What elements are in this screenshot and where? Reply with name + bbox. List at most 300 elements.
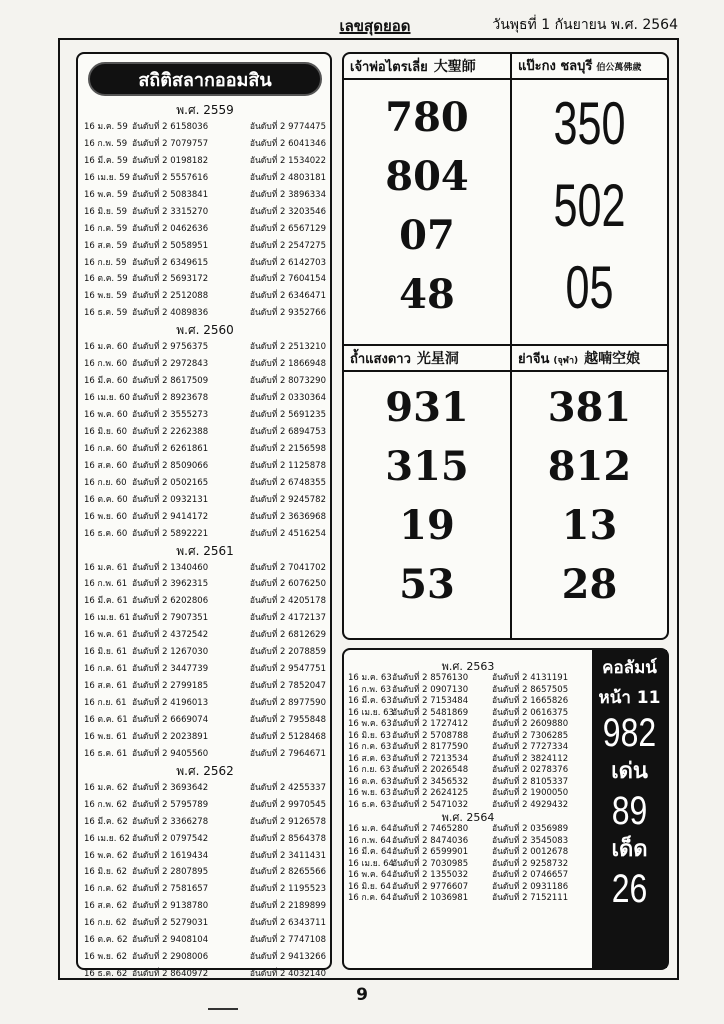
tip-cell-1 — [344, 54, 510, 344]
prize-label: อันดับที่ 2 — [249, 901, 286, 912]
prize-number: 5083841 — [170, 189, 209, 200]
stat-row — [84, 170, 326, 187]
draw-date: 16 ก.ค. 61 — [84, 664, 128, 675]
prize-1 — [392, 754, 492, 766]
prize-number: 6812629 — [288, 630, 326, 641]
prize-number: 6041346 — [288, 138, 326, 149]
prize-number: 4803181 — [288, 172, 326, 183]
stat-row — [84, 204, 326, 221]
prize-number: 8657505 — [530, 684, 569, 695]
prize-2 — [492, 882, 588, 894]
tip-number: 53 — [399, 561, 455, 608]
stat-row — [84, 187, 326, 204]
prize-label: อันดับที่ 2 — [392, 753, 428, 764]
prize-1 — [392, 859, 492, 871]
prize-label: อันดับที่ 2 — [249, 918, 286, 929]
prize-2 — [232, 695, 326, 712]
prize-1 — [132, 848, 232, 865]
prize-number: 3203546 — [288, 206, 326, 217]
prize-1 — [132, 932, 232, 949]
prize-1 — [132, 373, 232, 390]
ded-number: 26 — [611, 867, 648, 911]
prize-label: อันดับที่ 2 — [249, 291, 286, 302]
prize-label: อันดับที่ 2 — [132, 867, 168, 878]
prize-1 — [132, 881, 232, 898]
draw-date: 16 มี.ค. 63 — [348, 696, 392, 706]
prize-number: 7955848 — [288, 714, 326, 725]
tip-cell-2 — [512, 54, 667, 344]
prize-label: อันดับที่ 2 — [249, 969, 286, 980]
prize-label: อันดับที่ 2 — [132, 206, 168, 217]
prize-label: อันดับที่ 2 — [132, 681, 168, 692]
prize-label: อันดับที่ 2 — [392, 776, 428, 787]
tip-title: แป๊ะกง ชลบุรี 伯公萬佛歲 — [512, 54, 667, 80]
prize-1 — [392, 836, 492, 848]
column-page: หน้า 11 — [598, 688, 661, 708]
prize-1 — [132, 509, 232, 526]
prize-label: อันดับที่ 2 — [492, 824, 528, 834]
tip-number: 931 — [385, 384, 469, 431]
tip-numbers — [344, 80, 510, 318]
prize-label: อันดับที่ 2 — [249, 443, 286, 454]
draw-date: 16 ม.ค. 62 — [84, 782, 128, 793]
tip-number: 804 — [385, 153, 469, 200]
prize-number: 7152111 — [530, 893, 569, 903]
stat-row — [84, 661, 326, 678]
prize-label: อันดับที่ 2 — [132, 714, 168, 725]
prize-number: 4255337 — [288, 782, 326, 793]
prize-number: 2799185 — [170, 681, 209, 692]
prize-2 — [232, 848, 326, 865]
prize-number: 0502165 — [170, 477, 209, 488]
prize-2 — [492, 824, 588, 836]
draw-date: 16 ก.ค. 62 — [84, 884, 128, 895]
prize-number: 6567129 — [288, 223, 326, 234]
prize-label: อันดับที่ 2 — [132, 426, 168, 437]
prize-number: 4196013 — [170, 698, 209, 708]
prize-label: อันดับที่ 2 — [392, 719, 428, 729]
prize-2 — [492, 685, 588, 697]
prize-label: อันดับที่ 2 — [132, 172, 168, 183]
draw-date: 16 ก.พ. 64 — [348, 835, 392, 846]
draw-date: 16 เม.ย. 60 — [84, 393, 130, 404]
prize-label: อันดับที่ 2 — [132, 460, 168, 471]
draw-date: 16 ม.ค. 59 — [84, 122, 128, 132]
tip-number: 350 — [553, 90, 626, 157]
prize-number: 3693642 — [170, 782, 209, 793]
year-heading: พ.ศ. 2560 — [176, 323, 234, 338]
masthead: เลขสุดยอด — [339, 17, 411, 35]
prize-label: อันดับที่ 2 — [392, 835, 428, 846]
prize-label: อันดับที่ 2 — [249, 122, 286, 132]
prize-label: อันดับที่ 2 — [132, 833, 168, 844]
year-heading: พ.ศ. 2559 — [176, 103, 234, 117]
stat-row — [348, 696, 588, 708]
prize-2 — [492, 859, 588, 871]
prize-number: 9547751 — [288, 664, 326, 675]
prize-1 — [392, 696, 492, 708]
prize-label: อันดับที่ 2 — [392, 881, 428, 892]
draw-date: 16 พ.ย. 60 — [84, 511, 128, 522]
prize-label: อันดับที่ 2 — [132, 850, 168, 861]
prize-label: อันดับที่ 2 — [249, 511, 286, 522]
stat-row — [348, 824, 588, 836]
prize-number: 8073290 — [288, 376, 326, 387]
stat-row — [84, 576, 326, 593]
tip-number: 780 — [385, 94, 469, 141]
prize-number: 6346471 — [288, 291, 326, 302]
prize-number: 5892221 — [170, 528, 209, 539]
prize-label: อันดับที่ 2 — [392, 730, 428, 741]
draw-date: 16 มิ.ย. 63 — [348, 730, 392, 741]
tip-numbers — [512, 80, 667, 321]
prize-label: อันดับที่ 2 — [249, 782, 286, 793]
prize-number: 8474036 — [430, 835, 469, 846]
draw-date: 16 พ.ย. 62 — [84, 952, 128, 963]
stat-row — [84, 881, 326, 898]
prize-1 — [392, 893, 492, 905]
prize-label: อันดับที่ 2 — [132, 782, 168, 793]
prize-1 — [132, 814, 232, 831]
prize-label: อันดับที่ 2 — [249, 884, 286, 895]
prize-label: อันดับที่ 2 — [249, 664, 286, 675]
tip-number: 13 — [561, 502, 618, 549]
stat-row — [348, 708, 588, 720]
prize-1 — [132, 729, 232, 746]
prize-number: 1355032 — [430, 870, 469, 880]
year-heading: พ.ศ. 2562 — [176, 763, 234, 778]
draw-date: 16 พ.ค. 63 — [348, 719, 392, 729]
prize-label: อันดับที่ 2 — [492, 696, 528, 706]
prize-label: อันดับที่ 2 — [132, 494, 168, 505]
stat-row — [348, 765, 588, 777]
prize-label: อันดับที่ 2 — [132, 342, 168, 353]
stat-row — [348, 847, 588, 859]
prize-1 — [132, 966, 232, 983]
prize-label: อันดับที่ 2 — [249, 647, 286, 658]
stat-row — [84, 119, 326, 136]
column-box — [592, 650, 667, 968]
stat-row — [84, 898, 326, 915]
prize-1 — [132, 526, 232, 543]
prize-label: อันดับที่ 2 — [132, 935, 168, 946]
prize-number: 3555273 — [170, 410, 209, 420]
prize-label: อันดับที่ 2 — [132, 731, 168, 742]
prize-label: อันดับที่ 2 — [132, 596, 168, 607]
prize-number: 1727412 — [430, 719, 469, 729]
prize-label: อันดับที่ 2 — [249, 138, 286, 149]
draw-date: 16 ธ.ค. 63 — [348, 799, 392, 810]
prize-label: อันดับที่ 2 — [249, 494, 286, 505]
tip-number: 05 — [565, 254, 614, 321]
prize-number: 3456532 — [430, 776, 469, 787]
stat-row — [348, 836, 588, 848]
prize-1 — [132, 746, 232, 763]
prize-2 — [492, 696, 588, 708]
tip-title: เจ้าพ่อไตรเลี่ย 大聖師 — [344, 54, 510, 80]
tip-number: 48 — [399, 271, 455, 318]
draw-date: 16 ต.ค. 59 — [84, 274, 128, 285]
prize-number: 6599901 — [430, 847, 469, 857]
prize-label: อันดับที่ 2 — [132, 257, 168, 268]
draw-date: 16 ก.พ. 60 — [84, 359, 128, 370]
prize-label: อันดับที่ 2 — [132, 969, 168, 980]
draw-date: 16 มี.ค. 64 — [348, 847, 392, 857]
year-heading: พ.ศ. 2564 — [441, 811, 495, 824]
stat-row — [84, 475, 326, 492]
stats-panel — [76, 52, 332, 980]
prize-label: อันดับที่ 2 — [492, 742, 528, 752]
prize-label: อันดับที่ 2 — [392, 742, 428, 752]
stat-row — [348, 882, 588, 894]
prize-number: 4205178 — [288, 596, 326, 607]
tip-number: 381 — [547, 384, 632, 431]
prize-label: อันดับที่ 2 — [132, 291, 168, 302]
prize-number: 3411431 — [288, 850, 326, 861]
prize-label: อันดับที่ 2 — [132, 511, 168, 522]
draw-date: 16 ก.ค. 64 — [348, 893, 392, 903]
prize-2 — [492, 870, 588, 882]
prize-label: อันดับที่ 2 — [249, 816, 286, 827]
draw-date: 16 ม.ค. 63 — [348, 673, 392, 683]
prize-1 — [132, 560, 232, 577]
prize-1 — [132, 593, 232, 610]
prize-number: 0462636 — [170, 223, 209, 234]
prize-number: 2972843 — [170, 359, 209, 370]
prize-number: 9258732 — [530, 858, 569, 869]
draw-date: 16 ส.ค. 63 — [348, 753, 392, 764]
prize-2 — [232, 898, 326, 915]
stat-row — [84, 221, 326, 238]
stat-row — [84, 509, 326, 526]
prize-label: อันดับที่ 2 — [132, 562, 168, 573]
prize-number: 3366278 — [170, 816, 209, 827]
prize-2 — [232, 797, 326, 814]
prize-2 — [232, 831, 326, 848]
prize-number: 7581657 — [170, 884, 209, 895]
prize-label: อันดับที่ 2 — [392, 788, 428, 798]
prize-1 — [132, 136, 232, 153]
prize-number: 9352766 — [288, 308, 326, 319]
den-number: 89 — [611, 789, 648, 833]
page-number: 9 — [356, 985, 368, 1005]
prize-number: 1267030 — [170, 647, 209, 658]
prize-2 — [232, 204, 326, 221]
prize-label: อันดับที่ 2 — [249, 630, 286, 641]
prize-number: 6343711 — [288, 918, 326, 929]
tip-numbers — [344, 372, 510, 608]
prize-label: อันดับที่ 2 — [249, 799, 286, 810]
stat-row — [84, 966, 326, 983]
draw-date: 16 มิ.ย. 59 — [84, 206, 128, 217]
prize-1 — [132, 305, 232, 322]
draw-date: 16 มี.ค. 60 — [84, 376, 128, 387]
prize-2 — [492, 800, 588, 812]
prize-label: อันดับที่ 2 — [132, 630, 168, 641]
prize-number: 8617509 — [170, 376, 209, 387]
prize-1 — [392, 765, 492, 777]
prize-number: 0198182 — [170, 155, 209, 166]
prize-2 — [232, 780, 326, 797]
prize-number: 2156598 — [288, 443, 326, 454]
draw-date: 16 ก.ย. 60 — [84, 477, 127, 488]
prize-number: 0931186 — [530, 881, 569, 892]
prize-label: อันดับที่ 2 — [132, 748, 168, 759]
prize-label: อันดับที่ 2 — [132, 698, 168, 708]
year-heading: พ.ศ. 2561 — [176, 543, 234, 558]
stat-row — [84, 305, 326, 322]
stat-row — [84, 627, 326, 644]
draw-date: 16 ก.ค. 59 — [84, 223, 128, 234]
draw-date: 16 ส.ค. 61 — [84, 681, 128, 692]
prize-number: 1036981 — [430, 893, 469, 903]
stat-row — [84, 729, 326, 746]
prize-2 — [232, 475, 326, 492]
stat-row — [348, 870, 588, 882]
prize-number: 7747108 — [288, 935, 326, 946]
prize-1 — [132, 492, 232, 509]
draw-date: 16 เม.ย. 59 — [84, 172, 130, 183]
prize-1 — [132, 119, 232, 136]
prize-number: 8105337 — [530, 776, 569, 787]
prize-2 — [232, 560, 326, 577]
stat-row — [84, 153, 326, 170]
stats-title: สถิติสลากออมสิน — [88, 62, 322, 96]
prize-label: อันดับที่ 2 — [492, 707, 528, 718]
prize-number: 5795789 — [170, 799, 209, 810]
prize-number: 2609880 — [530, 719, 569, 729]
prize-number: 9126578 — [288, 816, 326, 827]
prize-1 — [132, 627, 232, 644]
draw-date: 16 ก.พ. 63 — [348, 684, 392, 695]
prize-2 — [232, 729, 326, 746]
stats-list — [84, 102, 326, 983]
prize-2 — [492, 847, 588, 859]
prize-number: 4131191 — [530, 673, 569, 683]
stat-row — [84, 526, 326, 543]
prize-number: 1125878 — [288, 460, 326, 471]
prize-label: อันดับที่ 2 — [492, 835, 528, 846]
prize-number: 9408104 — [170, 935, 209, 946]
draw-date: 16 พ.ย. 63 — [348, 788, 392, 798]
prize-number: 2807895 — [170, 867, 209, 878]
stat-row — [84, 339, 326, 356]
prize-number: 0012678 — [530, 847, 569, 857]
prize-number: 7079757 — [170, 138, 209, 149]
prize-number: 5128468 — [288, 731, 326, 742]
prize-number: 0797542 — [170, 833, 209, 844]
prize-label: อันดับที่ 2 — [492, 799, 528, 810]
prize-2 — [232, 492, 326, 509]
prize-2 — [232, 949, 326, 966]
prize-number: 6142703 — [288, 257, 326, 268]
stat-row — [84, 712, 326, 729]
prize-number: 1619434 — [170, 850, 209, 861]
prize-label: อันดับที่ 2 — [249, 426, 286, 437]
prize-2 — [232, 356, 326, 373]
prize-2 — [232, 373, 326, 390]
draw-date: 16 พ.ค. 64 — [348, 870, 392, 880]
prize-number: 5279031 — [170, 918, 209, 929]
prize-1 — [132, 712, 232, 729]
prize-1 — [132, 780, 232, 797]
prize-2 — [492, 742, 588, 754]
prize-number: 7041702 — [288, 562, 326, 573]
prize-label: อันดับที่ 2 — [132, 359, 168, 370]
prize-label: อันดับที่ 2 — [492, 765, 528, 775]
draw-date: 16 ก.พ. 61 — [84, 579, 128, 590]
prize-label: อันดับที่ 2 — [249, 748, 286, 759]
stat-row — [348, 859, 588, 871]
prize-2 — [232, 119, 326, 136]
prize-1 — [392, 685, 492, 697]
prize-number: 9138780 — [170, 901, 209, 912]
prize-1 — [132, 407, 232, 424]
prize-label: อันดับที่ 2 — [132, 664, 168, 675]
prize-1 — [392, 731, 492, 743]
draw-date: 16 พ.ค. 62 — [84, 850, 128, 861]
stat-row — [348, 731, 588, 743]
prize-label: อันดับที่ 2 — [249, 613, 286, 624]
prize-1 — [392, 708, 492, 720]
stat-row — [84, 424, 326, 441]
prize-1 — [392, 870, 492, 882]
prize-label: อันดับที่ 2 — [132, 528, 168, 539]
prize-label: อันดับที่ 2 — [492, 719, 528, 729]
prize-label: อันดับที่ 2 — [249, 257, 286, 268]
stat-row — [84, 746, 326, 763]
prize-1 — [132, 356, 232, 373]
prize-2 — [492, 673, 588, 685]
prize-number: 2026548 — [430, 765, 469, 775]
prize-2 — [232, 153, 326, 170]
prize-2 — [492, 836, 588, 848]
prize-number: 8977590 — [288, 698, 326, 708]
prize-label: อันดับที่ 2 — [392, 824, 428, 834]
stat-row — [84, 288, 326, 305]
stat-row — [84, 390, 326, 407]
prize-label: อันดับที่ 2 — [492, 776, 528, 787]
prize-1 — [132, 915, 232, 932]
stat-row — [348, 673, 588, 685]
prize-2 — [492, 731, 588, 743]
prize-1 — [392, 800, 492, 812]
prize-1 — [132, 864, 232, 881]
prize-1 — [132, 238, 232, 255]
draw-date: 16 ก.ย. 62 — [84, 918, 127, 929]
prize-1 — [132, 644, 232, 661]
prize-number: 7727334 — [530, 742, 569, 752]
prize-label: อันดับที่ 2 — [492, 673, 528, 683]
tip-cell-3 — [344, 346, 510, 638]
prize-number: 6669074 — [170, 714, 209, 725]
draw-date: 16 ต.ค. 63 — [348, 776, 392, 787]
prize-label: อันดับที่ 2 — [249, 460, 286, 471]
tip-cell-4 — [512, 346, 667, 638]
prize-number: 9756375 — [170, 342, 209, 353]
prize-number: 4516254 — [288, 528, 326, 539]
prize-number: 4172137 — [288, 613, 326, 624]
prize-number: 2513210 — [288, 342, 326, 353]
prize-label: อันดับที่ 2 — [249, 342, 286, 353]
prize-number: 8177590 — [430, 742, 469, 752]
prize-label: อันดับที่ 2 — [132, 393, 168, 404]
prize-number: 3962315 — [170, 579, 209, 590]
prize-number: 9970545 — [288, 799, 326, 810]
prize-2 — [492, 893, 588, 905]
prize-label: อันดับที่ 2 — [249, 308, 286, 319]
column-main-number: 982 — [602, 711, 657, 755]
